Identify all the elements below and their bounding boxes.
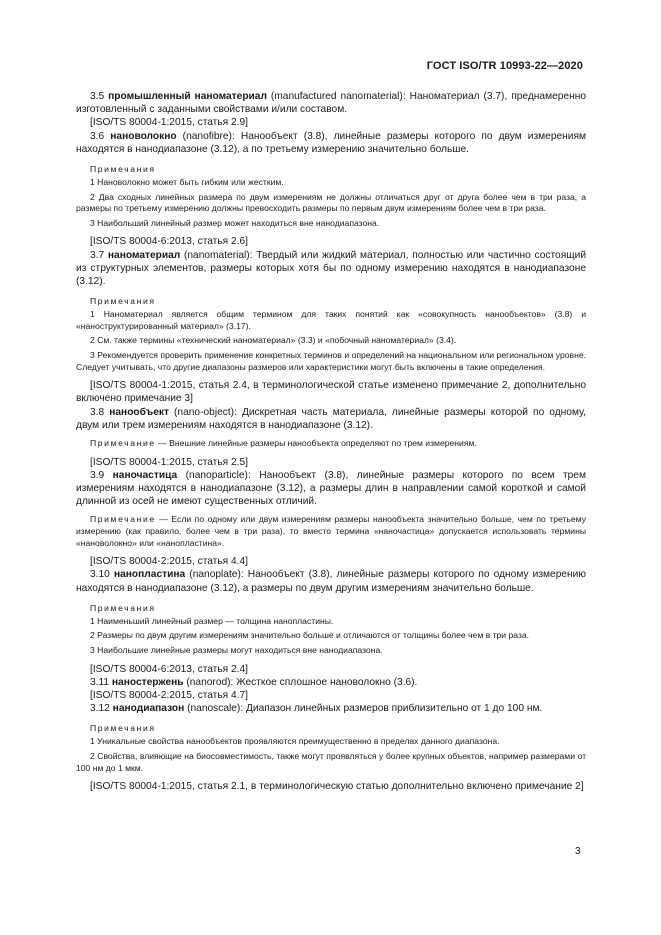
source-ref-3-11: [ISO/TS 80004-2:2015, статья 4.7] [90,689,249,701]
document-header: ГОСТ ISO/TR 10993-22—2020 [426,60,583,72]
term-3-5: промышленный наноматериал [108,91,267,102]
note-item: 2 См. также термины «технический наноматериал» (3.3) и «побочный наноматериал» (3.4). [90,335,457,346]
note-item: 3 Наибольший линейный размер может находиться вне нанодиапазона. [90,217,380,228]
source-ref-3-7: [ISO/TS 80004-1:2015, статья 2.4, в терминологической статье изменено примечание 2, дополнительно включено примечание 3] [76,380,586,405]
entry-3-7: 3.7 наноматериал (nanomaterial): Твердый или жидкий материал, полностью или частично состоящий из структурных элементов, размеры которых хотя бы по одному измерению находятся в нанодиапазоне (3.12). [76,249,587,287]
note-item: 1 Уникальные свойства нанообъектов проявляются преимущественно в пределах данного диапазона. [90,736,500,747]
note-item: 1 Наноматериал является общим термином для таких понятий как «совокупность нанообъектов» (3.8) и «наноструктурированный материал» (3.17). [76,309,586,331]
notes-heading-3-7: Примечания [90,296,156,307]
note-3-8: Примечание — Внешние линейные размеры нанообъекта определяют по трем измерениям. [90,437,477,448]
note-item: 2 Размеры по двум другим измерениям значительно больше и отличаются от толщины более чем в три раза. [90,630,530,641]
source-ref-3-8: [ISO/TS 80004-1:2015, статья 2.5] [90,456,249,468]
page-content [76,90,586,793]
term-3-7: наноматериал [107,249,181,261]
note-item: 3 Наибольшие линейные размеры могут находиться вне нанодиапазона. [90,644,383,655]
entry-3-6: 3.6 нановолокно (nanofibre): Нанообъект (3.8), линейные размеры которого по двум измерениям находятся в нанодиапазоне (3.12), а по третьему измерению значительно больше. [76,130,587,155]
term-3-8: нанообъект [109,406,169,418]
note-item: 1 Наименьший линейный размер — толщина нанопластины. [90,615,334,626]
term-3-11: наностержень [111,676,184,688]
entry-3-10: 3.10 нанопластина (nanoplate): Нанообъект (3.8), линейные размеры которого по одному измерению находятся в нанодиапазоне (3.12), а размеры по двум другим измерениям значительно больше. [76,569,586,594]
page-number: 3 [575,846,581,857]
note-item: 3 Рекомендуется проверить применение конкретных терминов и определений на национальном или региональном уровне. Следует учитывать, что другие диапазоны размеров или характеристики могут быть включены в такие определения. [76,349,586,372]
entry-3-12: 3.12 нанодиапазон (nanoscale): Диапазон линейных размеров приблизительно от 1 до 100 нм. [90,703,543,715]
term-3-12: нанодиапазон [112,703,185,715]
note-item: 2 Свойства, влияющие на биосовместимость, также могут проявляться у более крупных объектов, например размерами от 100 нм до 1 мкм. [76,750,586,773]
source-ref-3-10: [ISO/TS 80004-6:2013, статья 2.4] [90,663,249,675]
notes-heading-3-12: Примечания [90,723,156,734]
note-3-9: Примечание — Если по одному или двум измерениям размеры нанообъекта значительно больше, чем по третьему измерению (как правило, более чем в три раза), то вместо термина «наночастица» допускается использовать термины «нановолокно» или «нанопластина». [76,514,586,548]
source-ref-3-5: [ISO/TS 80004-1:2015, статья 2.9] [90,117,249,129]
notes-heading-3-6: Примечания [90,164,156,175]
note-item: 2 Два сходных линейных размера по двум измерениям не должны отличаться друг от друга более чем в три раза, а размеры по третьему измерению должны превосходить размеры по первым двум измерениям более чем в три раза. [76,191,586,214]
source-ref-3-9: [ISO/TS 80004-2:2015, статья 4.4] [90,556,249,568]
entry-3-8: 3.8 нанообъект (nano-object): Дискретная часть материала, линейные размеры которой по одному, двум или трем измерениям находятся в нанодиапазоне (3.12). [76,406,586,431]
entry-3-11: 3.11 наностержень (nanorod): Жесткое сплошное нановолокно (3.6). [90,676,418,688]
entry-3-5: 3.5 промышленный наноматериал (manufactured nanomaterial): Наноматериал (3.7), преднамеренно изготовленный с заданными свойствами и/или составом. [76,91,587,116]
notes-heading-3-10: Примечания [90,602,156,613]
entry-3-9: 3.9 наночастица (nanoparticle): Нанообъект (3.8), линейные размеры которого по всем трем измерениям находятся в нанодиапазоне (3.12), а размеры длин в направлении самой короткой и самой длинной из осей не имеют существенных отличий. [76,469,586,508]
term-3-6: нановолокно [110,130,177,142]
term-3-10: нанопластина [113,569,186,581]
term-3-9: наночастица [112,469,178,481]
source-ref-3-12: [ISO/TS 80004-1:2015, статья 2.1, в терминологическую статью дополнительно включено примечание 2] [90,781,584,793]
note-item: 1 Нановолокно может быть гибким или жестким. [90,177,284,188]
source-ref-3-6: [ISO/TS 80004-6:2013, статья 2.6] [90,236,249,248]
